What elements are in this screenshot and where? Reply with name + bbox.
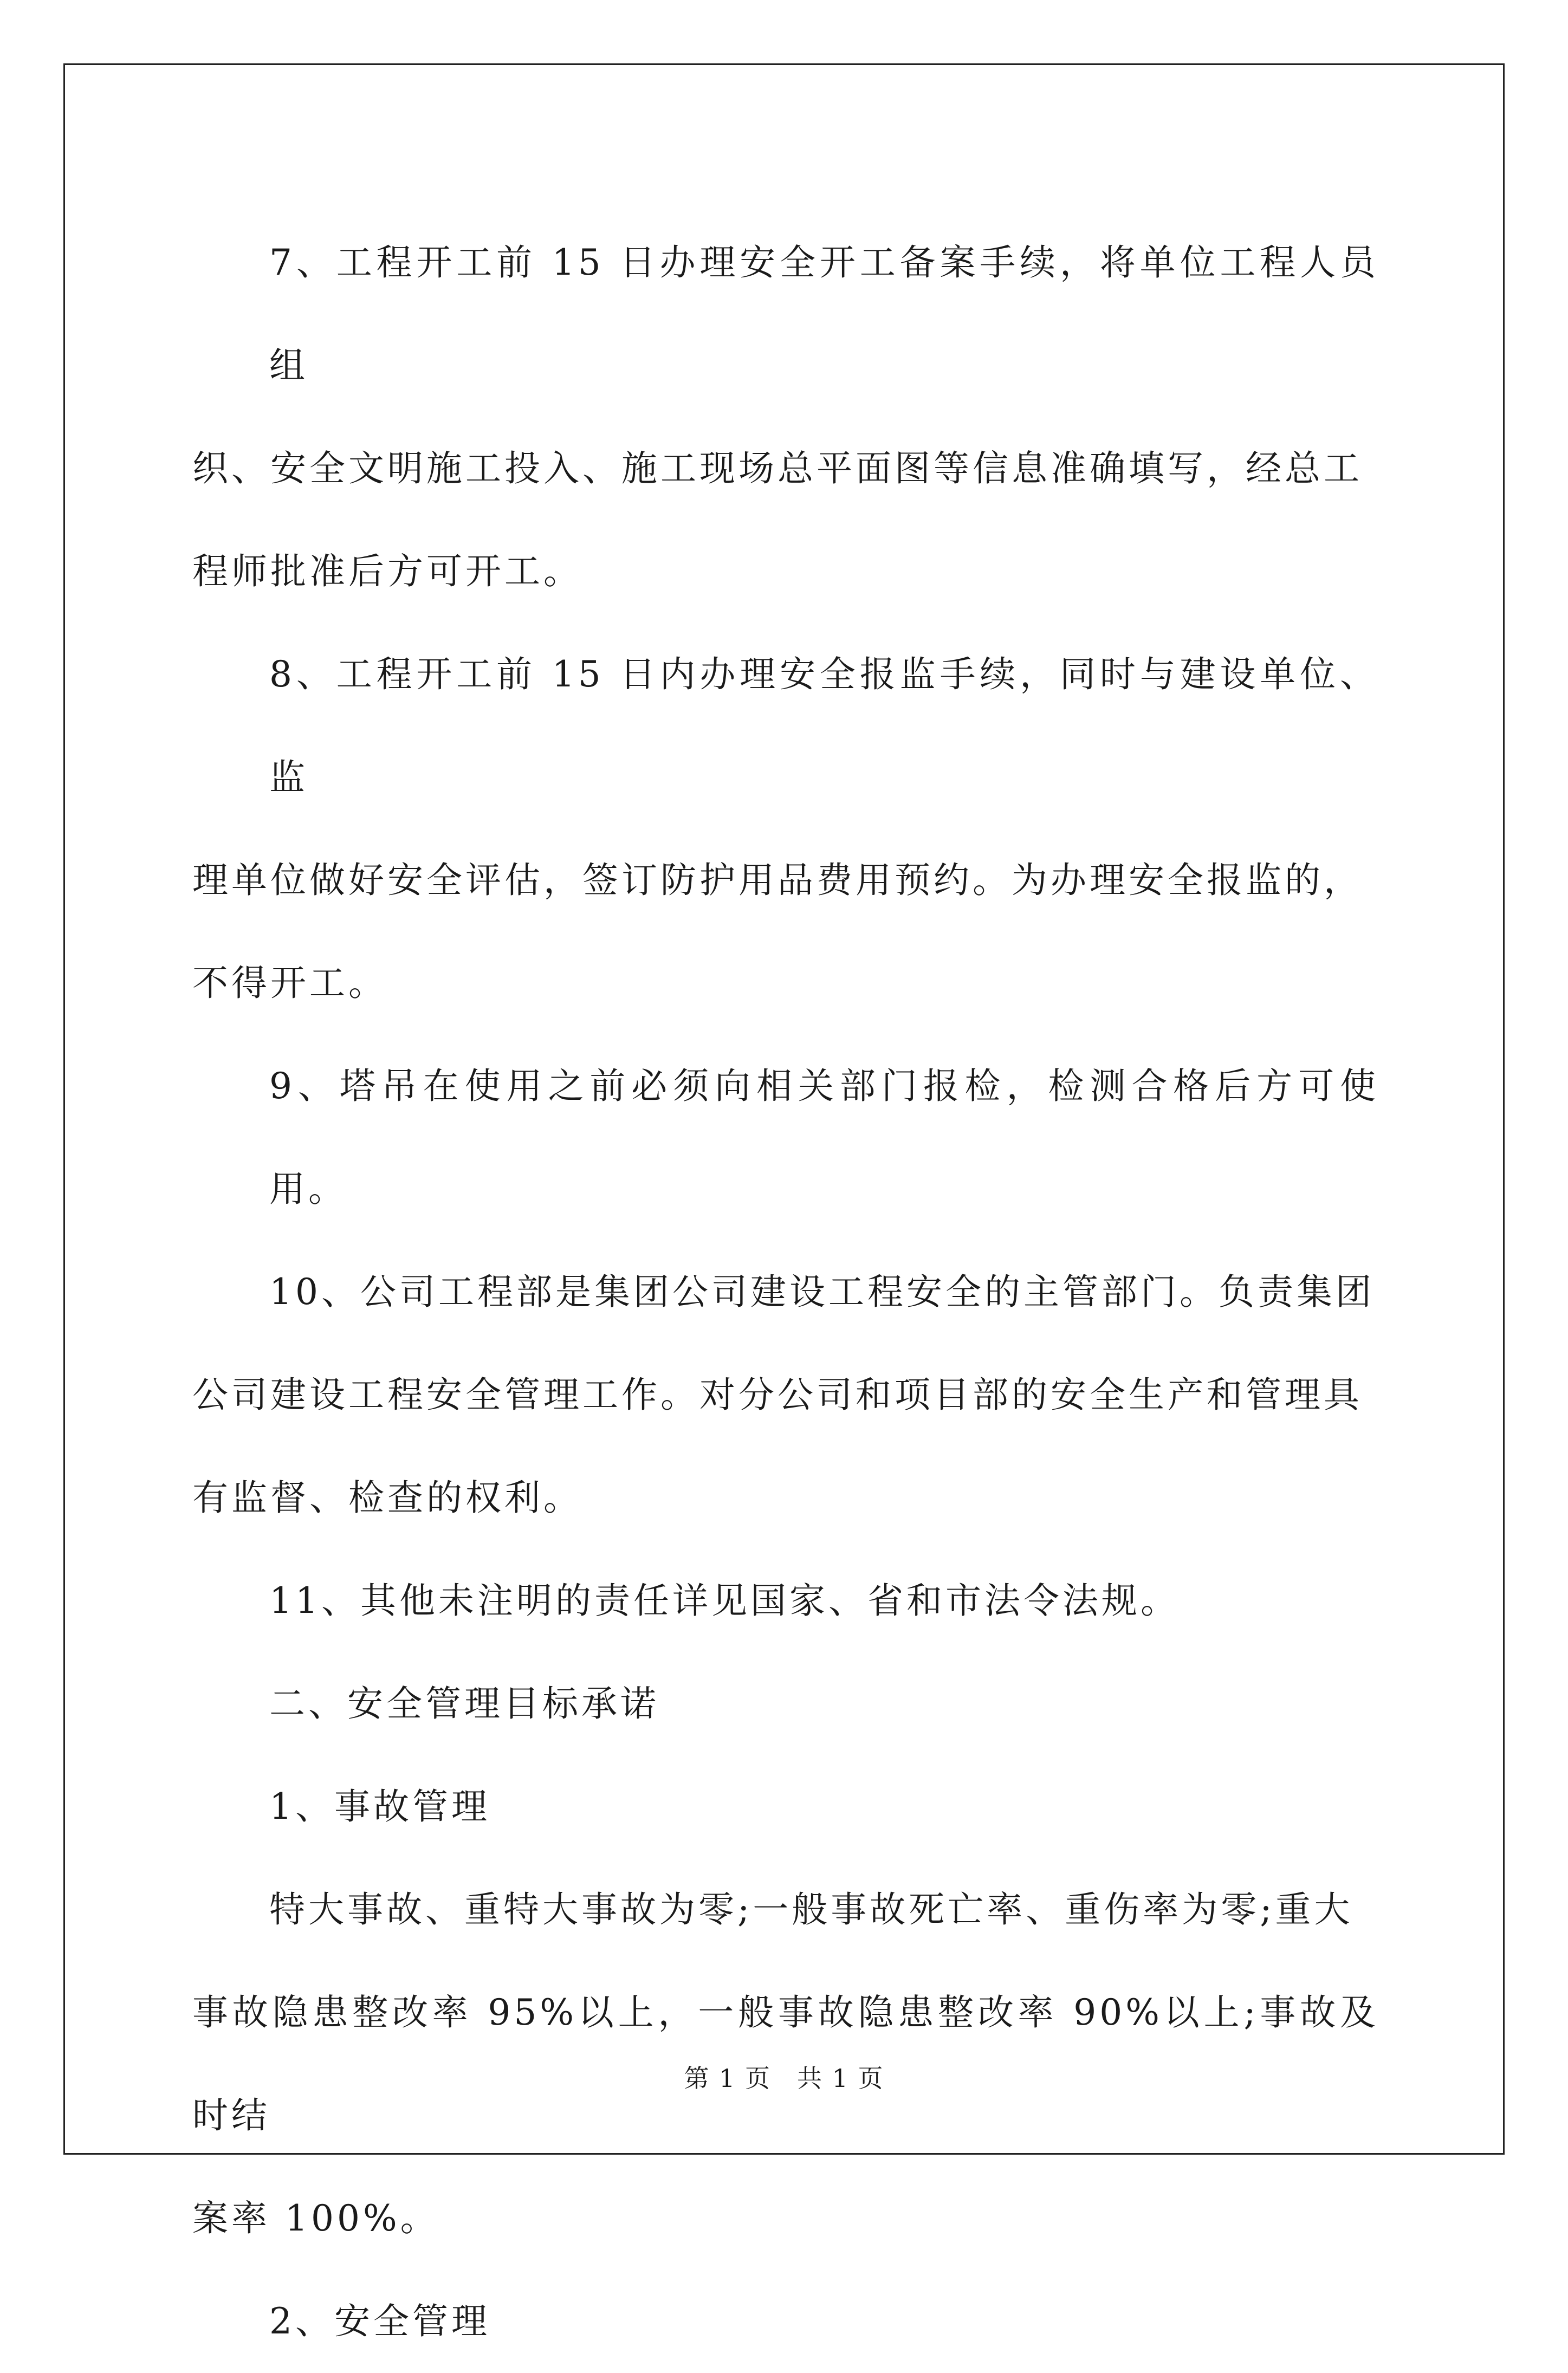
text-line: 8、工程开工前 15 日内办理安全报监手续，同时与建设单位、监 xyxy=(269,653,1379,798)
text-line: 2、安全管理 xyxy=(269,2300,490,2342)
page-footer xyxy=(0,2059,1568,2095)
text-line: 二、安全管理目标承诺 xyxy=(269,1683,659,1724)
section-heading-safety-goals xyxy=(192,1652,1379,1755)
paragraph-7 xyxy=(192,211,1379,623)
text-line: 特大事故、重特大事故为零;一般事故死亡率、重伤率为零;重大 xyxy=(269,1889,1353,1930)
paragraph-9 xyxy=(192,1035,1379,1241)
text-line: 事故隐患整改率 95%以上，一般事故隐患整改率 90%以上;事故及时结 xyxy=(192,1992,1379,2136)
text-line: 9、塔吊在使用之前必须向相关部门报检，检测合格后方可使用。 xyxy=(269,1065,1379,1210)
text-line: 1、事故管理 xyxy=(269,1786,490,1827)
paragraph-11 xyxy=(192,1549,1379,1652)
paragraph-8 xyxy=(192,623,1379,1035)
text-line: 11、其他未注明的责任详见国家、省和市法令法规。 xyxy=(269,1580,1180,1622)
document-body xyxy=(192,211,1379,2373)
current-page-label: 第 1 页 xyxy=(684,2064,771,2093)
text-line: 程师批准后方可开工。 xyxy=(192,550,582,592)
text-line: 有监督、检查的权利。 xyxy=(192,1477,582,1519)
total-pages-label: 共 1 页 xyxy=(797,2064,884,2093)
text-line: 织、安全文明施工投入、施工现场总平面图等信息准确填写，经总工 xyxy=(192,448,1363,489)
text-line: 理单位做好安全评估，签订防护用品费用预约。为办理安全报监的， xyxy=(192,859,1363,901)
subheading-safety-management xyxy=(192,2270,1379,2373)
text-line: 10、公司工程部是集团公司建设工程安全的主管部门。负责集团 xyxy=(269,1271,1375,1313)
subheading-accident-management xyxy=(192,1755,1379,1858)
text-line: 公司建设工程安全管理工作。对分公司和项目部的安全生产和管理具 xyxy=(192,1374,1363,1416)
text-line: 不得开工。 xyxy=(192,962,387,1004)
text-line: 案率 100%。 xyxy=(192,2197,439,2239)
text-line: 7、工程开工前 15 日办理安全开工备案手续，将单位工程人员组 xyxy=(269,242,1379,386)
paragraph-10 xyxy=(192,1241,1379,1549)
